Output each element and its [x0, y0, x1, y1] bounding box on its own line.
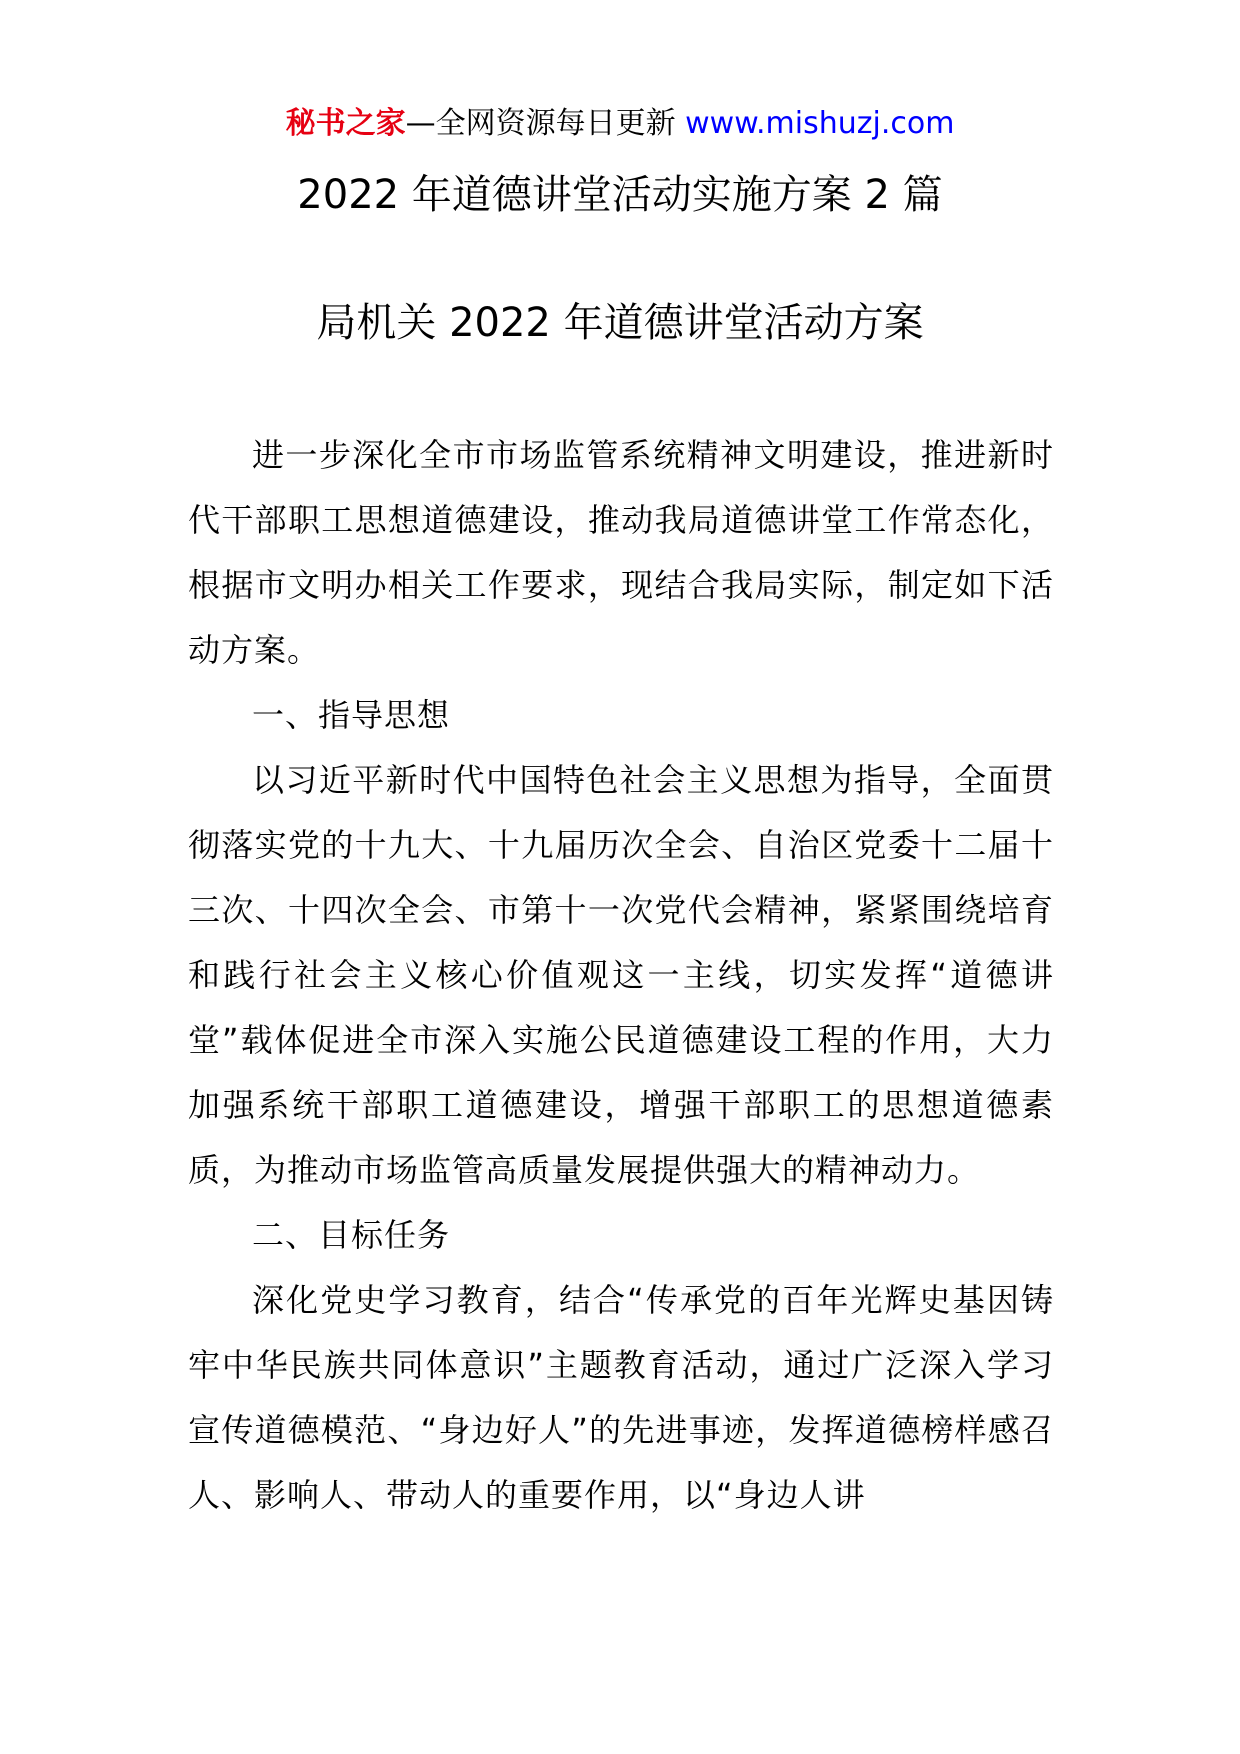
site-banner — [0, 102, 1240, 146]
document-subtitle: 局机关 2022 年道德讲堂活动方案 — [316, 300, 924, 346]
intro-paragraph: 进一步深化全市市场监管系统精神文明建设，推进新时代干部职工思想道德建设，推动我局道德讲堂工作常态化，根据市文明办相关工作要求，现结合我局实际，制定如下活动方案。 — [188, 436, 1054, 669]
goals-tasks-paragraph: 深化党史学习教育，结合“传承党的百年光辉史基因铸牢中华民族共同体意识”主题教育活动，通过广泛深入学习宣传道德模范、“身边好人”的先进事迹，发挥道德榜样感召人、影响人、带动人的重要作用，以“身边人讲 — [188, 1281, 1054, 1514]
brand-name: 秘书之家 — [285, 106, 406, 141]
document-title: 2022 年道德讲堂活动实施方案 2 篇 — [297, 172, 943, 218]
section-heading-guiding-ideology: 一、指导思想 — [252, 696, 451, 734]
document-body — [188, 423, 1054, 1528]
section-heading-goals-tasks: 二、目标任务 — [252, 1216, 451, 1254]
banner-slogan: —全网资源每日更新 — [405, 106, 676, 141]
guiding-ideology-paragraph: 以习近平新时代中国特色社会主义思想为指导，全面贯彻落实党的十九大、十九届历次全会、自治区党委十二届十三次、十四次全会、市第十一次党代会精神，紧紧围绕培育和践行社会主义核心价值观这一主线，切实发挥“道德讲堂”载体促进全市深入实施公民道德建设工程的作用，大力加强系统干部职工道德建设，增强干部职工的思想道德素质，为推动市场监管高质量发展提供强大的精神动力。 — [188, 761, 1054, 1189]
site-url-link[interactable]: www.mishuzj.com — [685, 106, 955, 141]
